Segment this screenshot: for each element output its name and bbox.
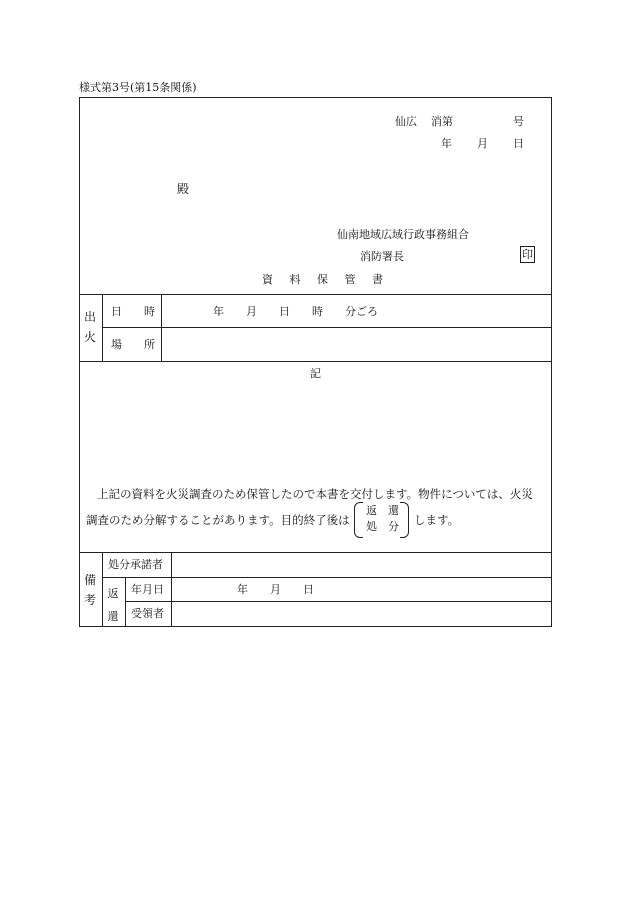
return-date-value[interactable]: 年 月 日 [237, 583, 314, 596]
bracket-left [354, 502, 363, 538]
divider [79, 361, 552, 362]
organization-name: 仙南地域広域行政事務組合 [337, 228, 469, 241]
record-heading: 記 [310, 367, 321, 380]
divider [79, 552, 552, 553]
record-body-line2-end: します。 [414, 513, 460, 527]
return-group-label: 返還 [107, 587, 119, 624]
addressee-suffix: 殿 [177, 182, 190, 196]
fire-group-label: 出火 [83, 310, 96, 345]
divider [161, 294, 162, 361]
form-frame [79, 97, 552, 627]
record-body-line2: 調査のため分解することがあります。目的終了後は [86, 513, 350, 527]
divider [125, 577, 126, 627]
record-body-line1: 上記の資料を火災調査のため保管したので本書を交付します。物件については、火災 [97, 487, 533, 501]
number-suffix: 号 [513, 115, 524, 128]
disposal-approver-label: 処分承諾者 [108, 558, 163, 571]
bracket-right [400, 502, 409, 538]
date-month: 月 [477, 137, 488, 150]
remarks-group-label: 備考 [83, 573, 96, 608]
datetime-label: 日 時 [111, 305, 155, 318]
date-day: 日 [513, 137, 524, 150]
fire-number-label: 消第 [431, 115, 453, 128]
divider [102, 294, 103, 361]
divider [79, 294, 552, 295]
document-title: 資 料 保 管 書 [262, 273, 384, 286]
divider [102, 552, 103, 627]
receiver-label: 受領者 [131, 607, 164, 620]
divider [171, 552, 172, 627]
seal-label: 印 [522, 248, 533, 261]
choice-return[interactable]: 返 還 [366, 504, 399, 517]
office-name: 仙広 [395, 115, 417, 128]
divider [125, 601, 552, 602]
date-year: 年 [441, 137, 452, 150]
divider [102, 327, 552, 328]
issuer-title: 消防署長 [360, 250, 404, 263]
place-label: 場 所 [111, 338, 155, 351]
datetime-value[interactable]: 年 月 日 時 分ごろ [213, 305, 378, 318]
seal-mark [520, 249, 535, 260]
form-label: 様式第3号(第15条関係) [79, 81, 197, 94]
return-date-label: 年月日 [131, 583, 164, 596]
divider [102, 577, 552, 578]
choice-dispose[interactable]: 処 分 [366, 520, 399, 533]
